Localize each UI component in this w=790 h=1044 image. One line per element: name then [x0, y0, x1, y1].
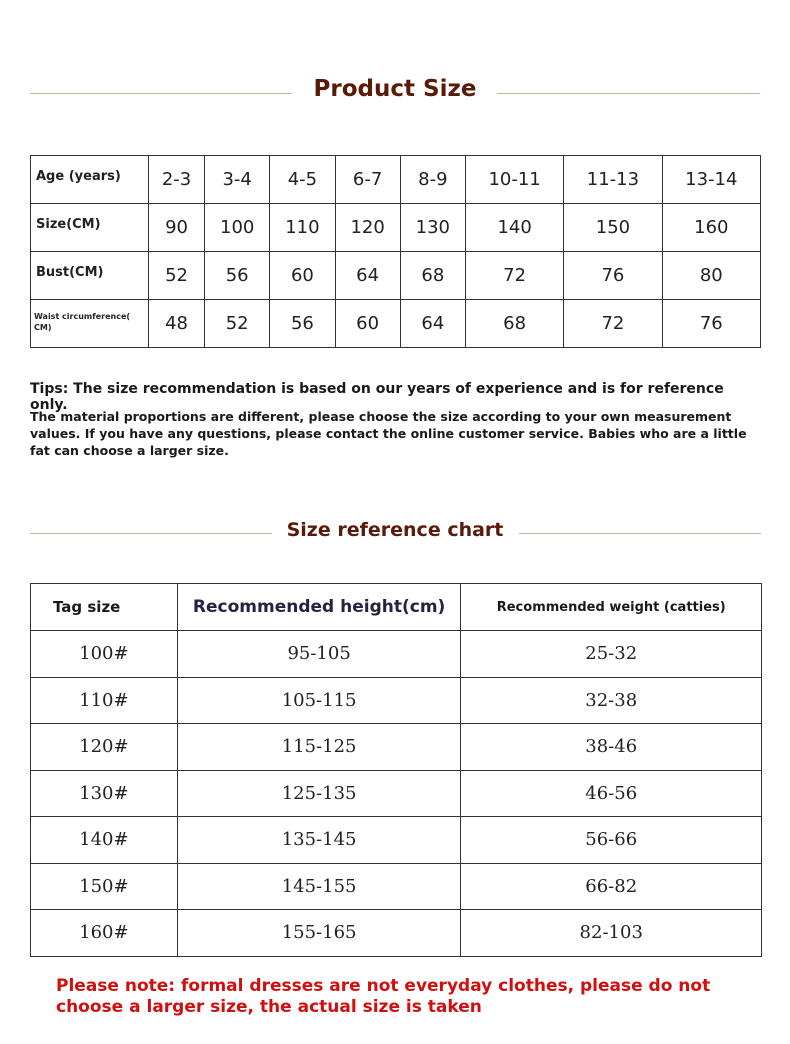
table-row: [31, 156, 761, 204]
tag-size-cell: 140#: [31, 817, 178, 864]
product-size-table: [30, 155, 761, 348]
table-cell: 160: [662, 204, 760, 252]
size-reference-table: [30, 583, 762, 957]
tag-size-cell: 160#: [31, 910, 178, 957]
height-cell: 135-145: [177, 817, 461, 864]
weight-cell: 56-66: [461, 817, 762, 864]
table-row: [31, 910, 762, 957]
size-row-label: Size(CM): [31, 204, 149, 252]
table-cell: 56: [270, 300, 335, 348]
warning-note: Please note: formal dresses are not everyday clothes, please do not choose a larger size, the actual size is taken: [56, 976, 711, 1017]
table-row: [31, 204, 761, 252]
table-cell: 56: [205, 252, 270, 300]
height-cell: 95-105: [177, 631, 461, 678]
table-row: [31, 631, 762, 678]
waist-row-label: Waist circumference( CM): [31, 300, 149, 348]
table-cell: 64: [400, 300, 465, 348]
age-cell: 8-9: [400, 156, 465, 204]
title-rule-right: [519, 533, 761, 534]
table-row: [31, 300, 761, 348]
table-row: [31, 863, 762, 910]
table-cell: 130: [400, 204, 465, 252]
table-cell: 68: [400, 252, 465, 300]
weight-header: Recommended weight (catties): [461, 584, 762, 631]
height-header: Recommended height(cm): [177, 584, 461, 631]
table-cell: 140: [465, 204, 563, 252]
table-cell: 90: [149, 204, 205, 252]
table-row: [31, 817, 762, 864]
table-row: [31, 677, 762, 724]
table-cell: 60: [335, 300, 400, 348]
table-cell: 72: [465, 252, 563, 300]
table-cell: 80: [662, 252, 760, 300]
weight-cell: 82-103: [461, 910, 762, 957]
table-cell: 110: [270, 204, 335, 252]
tips-line: Tips: The size recommendation is based on our years of experience and is for reference only.: [30, 381, 724, 413]
table-cell: 100: [205, 204, 270, 252]
table-cell: 150: [564, 204, 662, 252]
table-header-row: [31, 584, 762, 631]
age-cell: 10-11: [465, 156, 563, 204]
age-cell: 6-7: [335, 156, 400, 204]
table-row: [31, 770, 762, 817]
title-rule-right: [497, 93, 760, 94]
weight-cell: 32-38: [461, 677, 762, 724]
age-cell: 2-3: [149, 156, 205, 204]
age-cell: 3-4: [205, 156, 270, 204]
tips-paragraph: The material proportions are different, please choose the size according to your own measurement values. If you have any questions, please contact the online customer service. Babies who are a little fat can choose a larger size.: [30, 409, 747, 458]
tag-size-cell: 110#: [31, 677, 178, 724]
height-cell: 145-155: [177, 863, 461, 910]
height-cell: 115-125: [177, 724, 461, 771]
tag-size-cell: 150#: [31, 863, 178, 910]
age-cell: 4-5: [270, 156, 335, 204]
weight-cell: 66-82: [461, 863, 762, 910]
height-cell: 155-165: [177, 910, 461, 957]
tag-size-cell: 130#: [31, 770, 178, 817]
height-cell: 125-135: [177, 770, 461, 817]
weight-cell: 38-46: [461, 724, 762, 771]
bust-row-label: Bust(CM): [31, 252, 149, 300]
weight-cell: 46-56: [461, 770, 762, 817]
age-cell: 13-14: [662, 156, 760, 204]
table-cell: 68: [465, 300, 563, 348]
table-cell: 52: [205, 300, 270, 348]
age-cell: 11-13: [564, 156, 662, 204]
tag-size-header: Tag size: [31, 584, 178, 631]
tag-size-cell: 120#: [31, 724, 178, 771]
product-size-title: Product Size: [313, 76, 477, 102]
table-cell: 60: [270, 252, 335, 300]
table-cell: 52: [149, 252, 205, 300]
table-cell: 120: [335, 204, 400, 252]
table-cell: 48: [149, 300, 205, 348]
age-header: Age (years): [31, 156, 149, 204]
table-cell: 72: [564, 300, 662, 348]
weight-cell: 25-32: [461, 631, 762, 678]
table-row: [31, 252, 761, 300]
table-cell: 76: [564, 252, 662, 300]
tag-size-cell: 100#: [31, 631, 178, 678]
height-cell: 105-115: [177, 677, 461, 724]
table-row: [31, 724, 762, 771]
table-cell: 64: [335, 252, 400, 300]
table-cell: 76: [662, 300, 760, 348]
size-reference-title: Size reference chart: [286, 519, 504, 541]
